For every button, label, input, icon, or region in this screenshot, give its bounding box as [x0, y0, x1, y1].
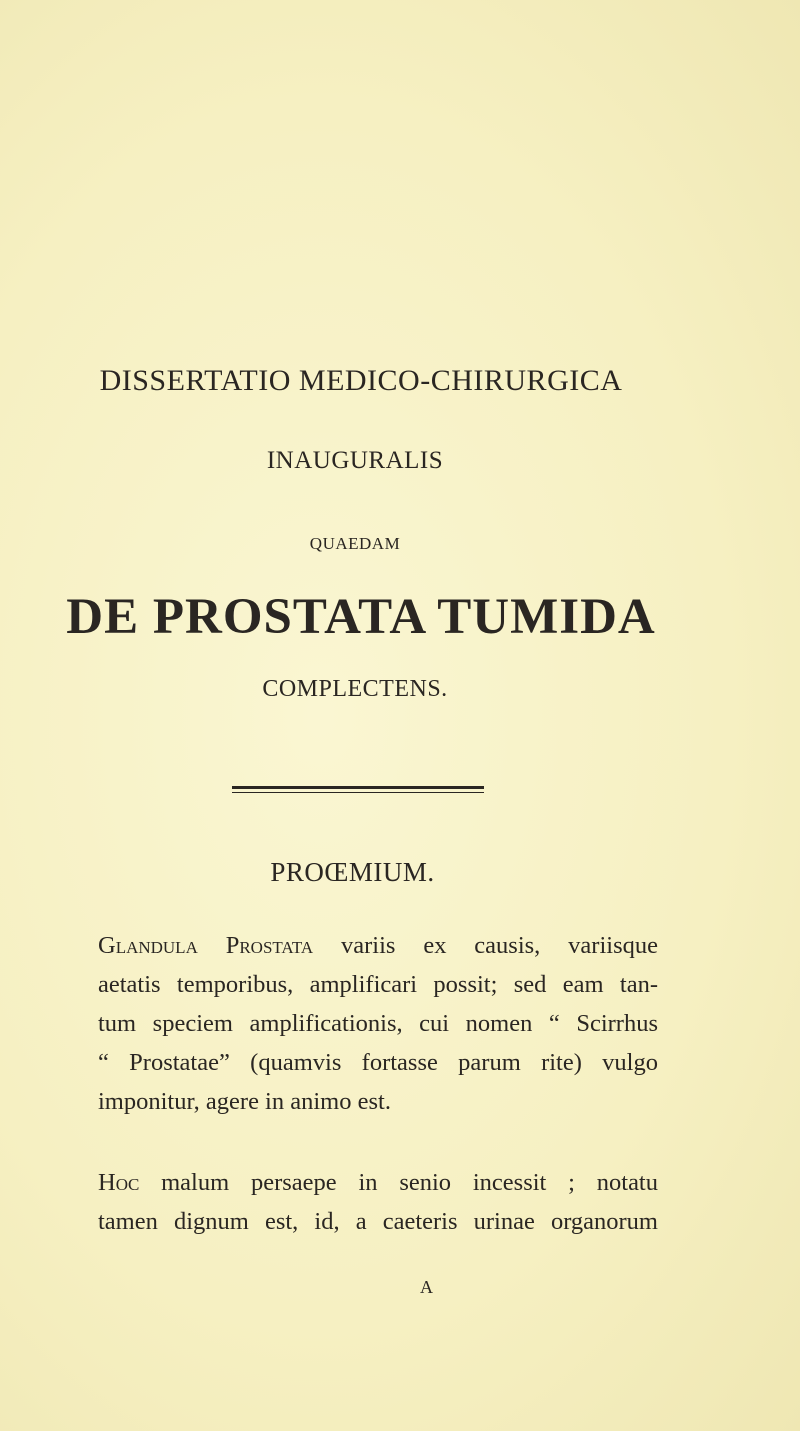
paragraph-line-rest: variis ex causis, variisque — [313, 932, 658, 959]
paragraph-line: imponitur, agere in animo est. — [98, 1088, 391, 1115]
title-line-inauguralis: INAUGURALIS — [266, 447, 444, 474]
paragraph-line — [98, 1163, 658, 1202]
section-heading: PROŒMIUM. — [270, 857, 435, 887]
divider-rule-thick — [232, 786, 484, 789]
title-line-dissertatio: DISSERTATIO MEDICO-CHIRURGICA — [99, 364, 623, 397]
paragraph-lead-words: Glandula Prostata — [98, 932, 314, 959]
paragraph-line: aetatis temporibus, amplificari possit; sed eam tan- — [98, 971, 658, 998]
divider-rule-thin — [232, 792, 484, 793]
title-line-quaedam: QUAEDAM — [309, 534, 401, 553]
paragraph-line-rest: malum persaepe in senio incessit ; notatu — [139, 1169, 658, 1196]
title-line-complectens: COMPLECTENS. — [262, 676, 448, 702]
paragraph-1 — [98, 926, 658, 1121]
paragraph-line — [98, 926, 658, 965]
catchword-signature: A — [420, 1277, 433, 1297]
paragraph-line: “ Prostatae” (quamvis fortasse parum rite) vulgo — [98, 1049, 658, 1076]
paragraph-2 — [98, 1163, 658, 1241]
paragraph-line: tum speciem amplificationis, cui nomen “ Scirrhus — [98, 1010, 658, 1037]
main-title: DE PROSTATA TUMIDA — [66, 589, 656, 645]
paragraph-line: tamen dignum est, id, a caeteris urinae organorum — [98, 1208, 658, 1235]
paragraph-lead-words: Hoc — [98, 1169, 140, 1196]
